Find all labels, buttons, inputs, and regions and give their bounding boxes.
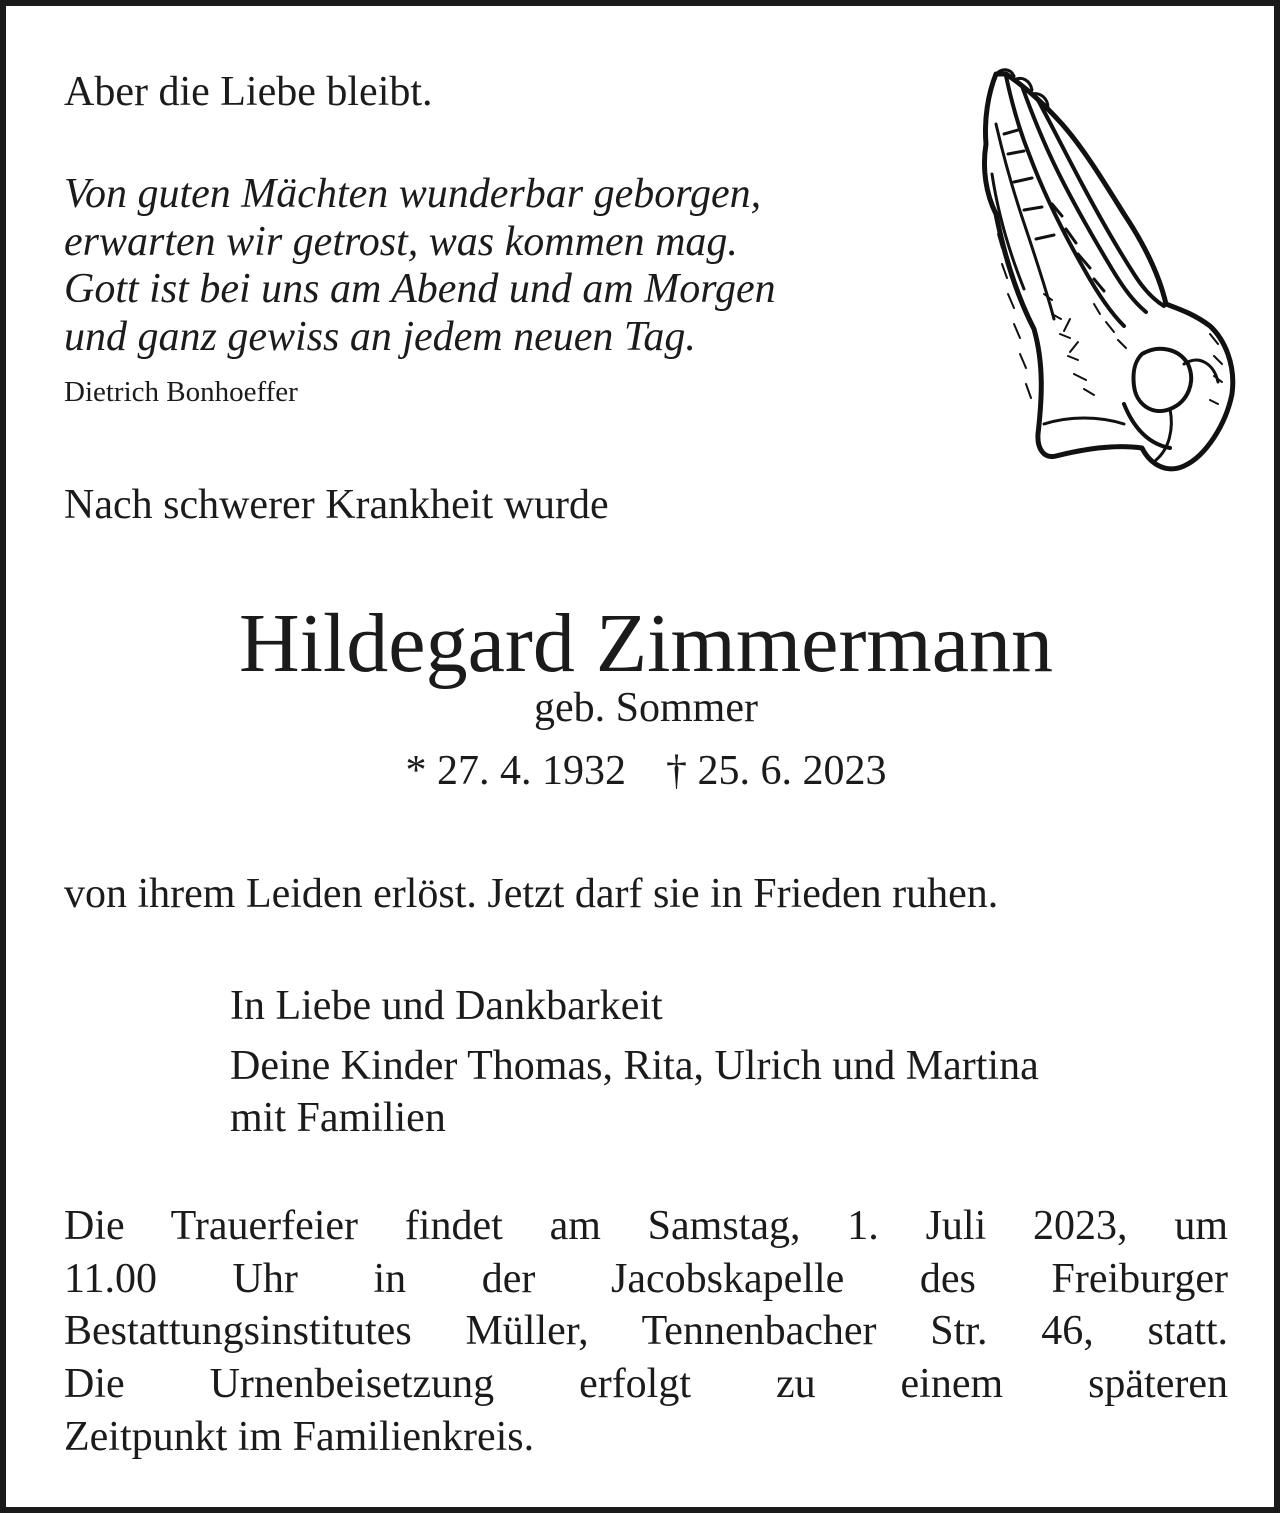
release-text: von ihrem Leiden erlöst. Jetzt darf sie in Frieden ruhen. <box>64 871 999 917</box>
funeral-info-line: 11.00 Uhr in der Jacobskapelle des Freiburger <box>64 1256 1228 1302</box>
closing-line: In Liebe und Dankbarkeit <box>230 983 663 1029</box>
poem-line: Gott ist bei uns am Abend und am Morgen <box>64 266 776 312</box>
deceased-name: Hildegard Zimmermann <box>238 597 1054 690</box>
poem-author: Dietrich Bonhoeffer <box>64 376 298 408</box>
motto: Aber die Liebe bleibt. <box>64 69 433 115</box>
funeral-info-line: Zeitpunkt im Familienkreis. <box>64 1414 535 1460</box>
intro-text: Nach schwerer Krankheit wurde <box>64 482 609 528</box>
poem-line: Von guten Mächten wunderbar geborgen, <box>64 171 762 217</box>
life-dates <box>6 747 1280 795</box>
poem-line: erwarten wir getrost, was kommen mag. <box>64 219 738 265</box>
funeral-info-line: Die Trauerfeier findet am Samstag, 1. Juli 2023, um <box>64 1203 1228 1249</box>
funeral-info-line: Die Urnenbeisetzung erfolgt zu einem späteren <box>64 1361 1228 1407</box>
funeral-info-line: Bestattungsinstitutes Müller, Tennenbacher Str. 46, statt. <box>64 1308 1228 1354</box>
mourners-line: mit Familien <box>230 1095 446 1141</box>
mourners-line: Deine Kinder Thomas, Rita, Ulrich und Martina <box>230 1043 1039 1089</box>
birth-date: * 27. 4. 1932 <box>405 748 626 794</box>
maiden-name: geb. Sommer <box>534 685 758 731</box>
praying-hands-icon <box>974 64 1238 480</box>
death-date: † 25. 6. 2023 <box>666 748 887 794</box>
poem-line: und ganz gewiss an jedem neuen Tag. <box>64 314 696 360</box>
